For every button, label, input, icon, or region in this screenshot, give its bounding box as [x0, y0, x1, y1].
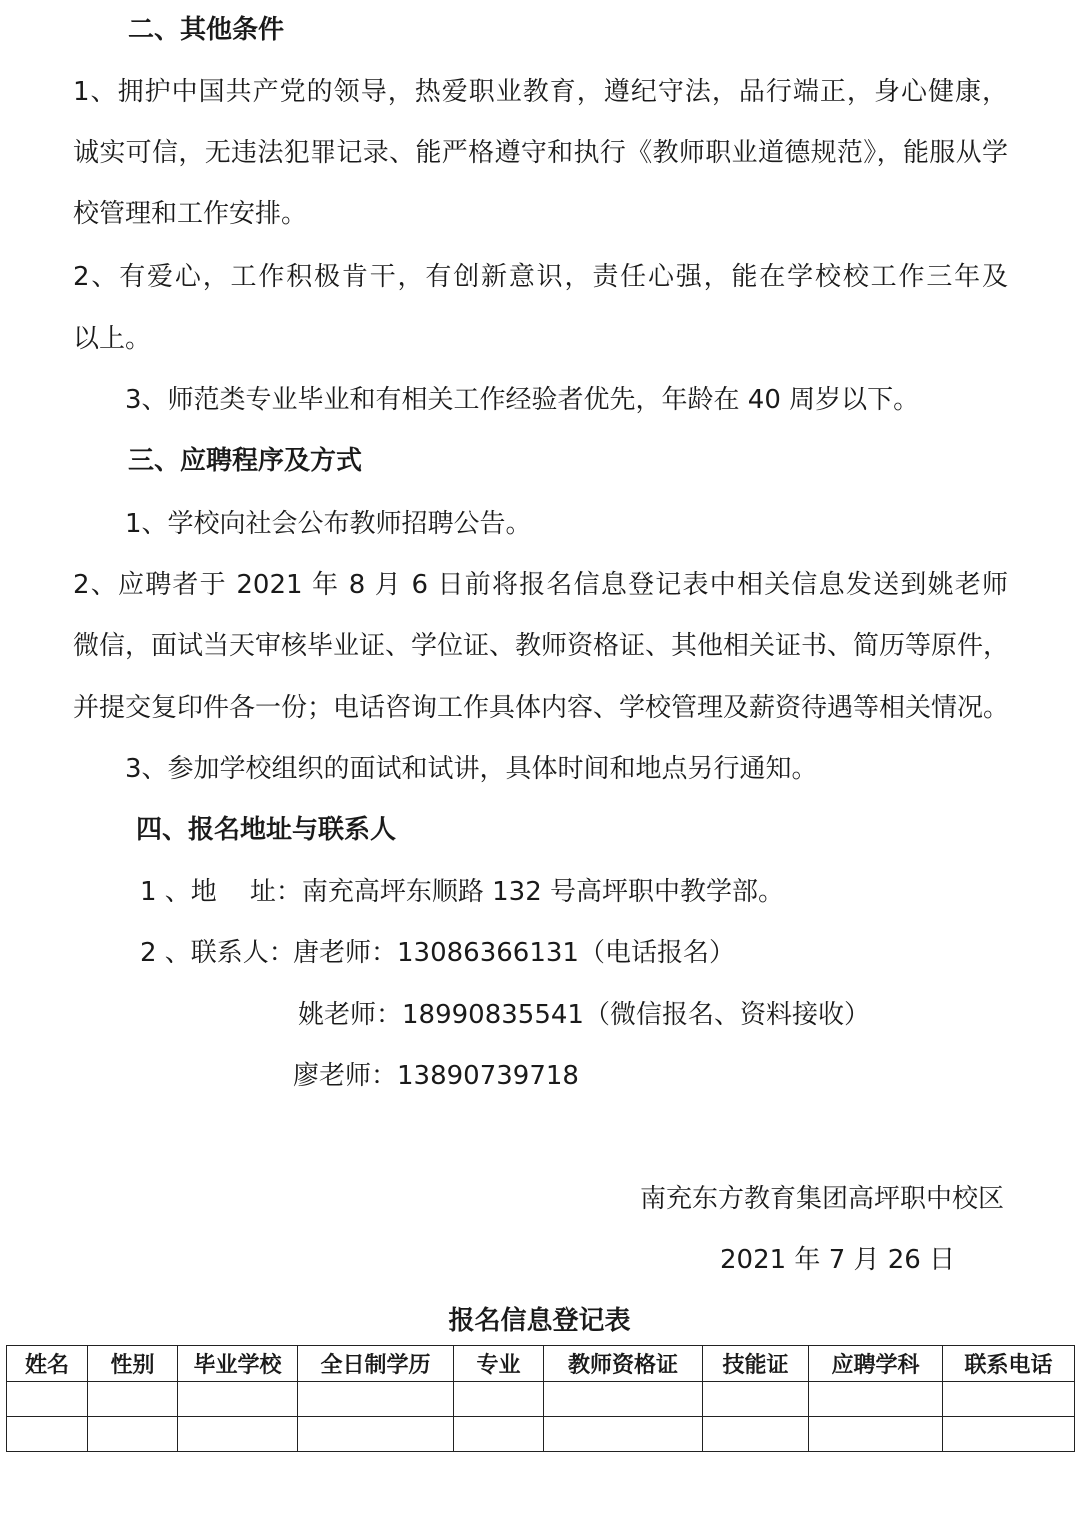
section2-heading: 二、其他条件 [128, 15, 285, 45]
signature-org: 南充东方教育集团高坪职中校区 [640, 1184, 1005, 1214]
signature-date: 2021 年 7 月 26 日 [720, 1245, 956, 1275]
column-header-teacher-cert: 教师资格证 [544, 1346, 703, 1382]
table-row [7, 1382, 1075, 1417]
contact-tang: 唐老师：13086366131（电话报名） [293, 938, 735, 968]
table-row [7, 1417, 1075, 1452]
table-cell [298, 1382, 454, 1417]
table-cell [88, 1382, 178, 1417]
section3-item2-line3: 并提交复印件各一份；电话咨询工作具体内容、学校管理及薪资待遇等相关情况。 [73, 693, 1010, 723]
form-title: 报名信息登记表 [448, 1306, 631, 1336]
section3-item1: 1、学校向社会公布教师招聘公告。 [125, 509, 532, 539]
section4-address: 1 、地 址：南充高坪东顺路 132 号高坪职中教学部。 [140, 877, 785, 907]
table-cell [88, 1417, 178, 1452]
column-header-skill-cert: 技能证 [703, 1346, 809, 1382]
section2-item3: 3、师范类专业毕业和有相关工作经验者优先，年龄在 40 周岁以下。 [125, 385, 920, 415]
table-cell [809, 1417, 943, 1452]
table-cell [703, 1417, 809, 1452]
table-cell [7, 1382, 88, 1417]
table-cell [454, 1382, 544, 1417]
column-header-education: 全日制学历 [298, 1346, 454, 1382]
table-cell [298, 1417, 454, 1452]
column-header-phone: 联系电话 [943, 1346, 1075, 1382]
column-header-school: 毕业学校 [178, 1346, 298, 1382]
section2-item1-line1: 1、拥护中国共产党的领导，热爱职业教育，遵纪守法，品行端正，身心健康， [73, 77, 1008, 107]
column-header-subject: 应聘学科 [809, 1346, 943, 1382]
section2-item2-line2: 以上。 [73, 324, 152, 354]
column-header-gender: 性别 [88, 1346, 178, 1382]
table-cell [544, 1382, 703, 1417]
section4-heading: 四、报名地址与联系人 [136, 815, 397, 845]
section3-heading: 三、应聘程序及方式 [128, 446, 363, 476]
contact-liao: 廖老师：13890739718 [293, 1061, 579, 1091]
section3-item2-line1: 2、应聘者于 2021 年 8 月 6 日前将报名信息登记表中相关信息发送到姚老师 [73, 570, 1008, 600]
table-cell [178, 1417, 298, 1452]
section2-item2-line1: 2、有爱心，工作积极肯干，有创新意识，责任心强，能在学校校工作三年及 [73, 262, 1008, 292]
table-cell [943, 1417, 1075, 1452]
column-header-major: 专业 [454, 1346, 544, 1382]
registration-table [6, 1345, 1075, 1452]
section2-item1-line2: 诚实可信，无违法犯罪记录、能严格遵守和执行《教师职业道德规范》，能服从学 [73, 138, 1008, 168]
table-cell [7, 1417, 88, 1452]
section3-item3: 3、参加学校组织的面试和试讲，具体时间和地点另行通知。 [125, 754, 818, 784]
section3-item2-line2: 微信，面试当天审核毕业证、学位证、教师资格证、其他相关证书、简历等原件， [73, 631, 1010, 661]
table-cell [178, 1382, 298, 1417]
table-cell [544, 1417, 703, 1452]
section4-contacts-label: 2 、联系人： [140, 938, 295, 968]
table-cell [703, 1382, 809, 1417]
column-header-name: 姓名 [7, 1346, 88, 1382]
table-header-row [7, 1346, 1075, 1382]
section2-item1-line3: 校管理和工作安排。 [73, 199, 308, 229]
table-cell [454, 1417, 544, 1452]
table-cell [943, 1382, 1075, 1417]
table-cell [809, 1382, 943, 1417]
contact-yao: 姚老师：18990835541（微信报名、资料接收） [298, 1000, 870, 1030]
